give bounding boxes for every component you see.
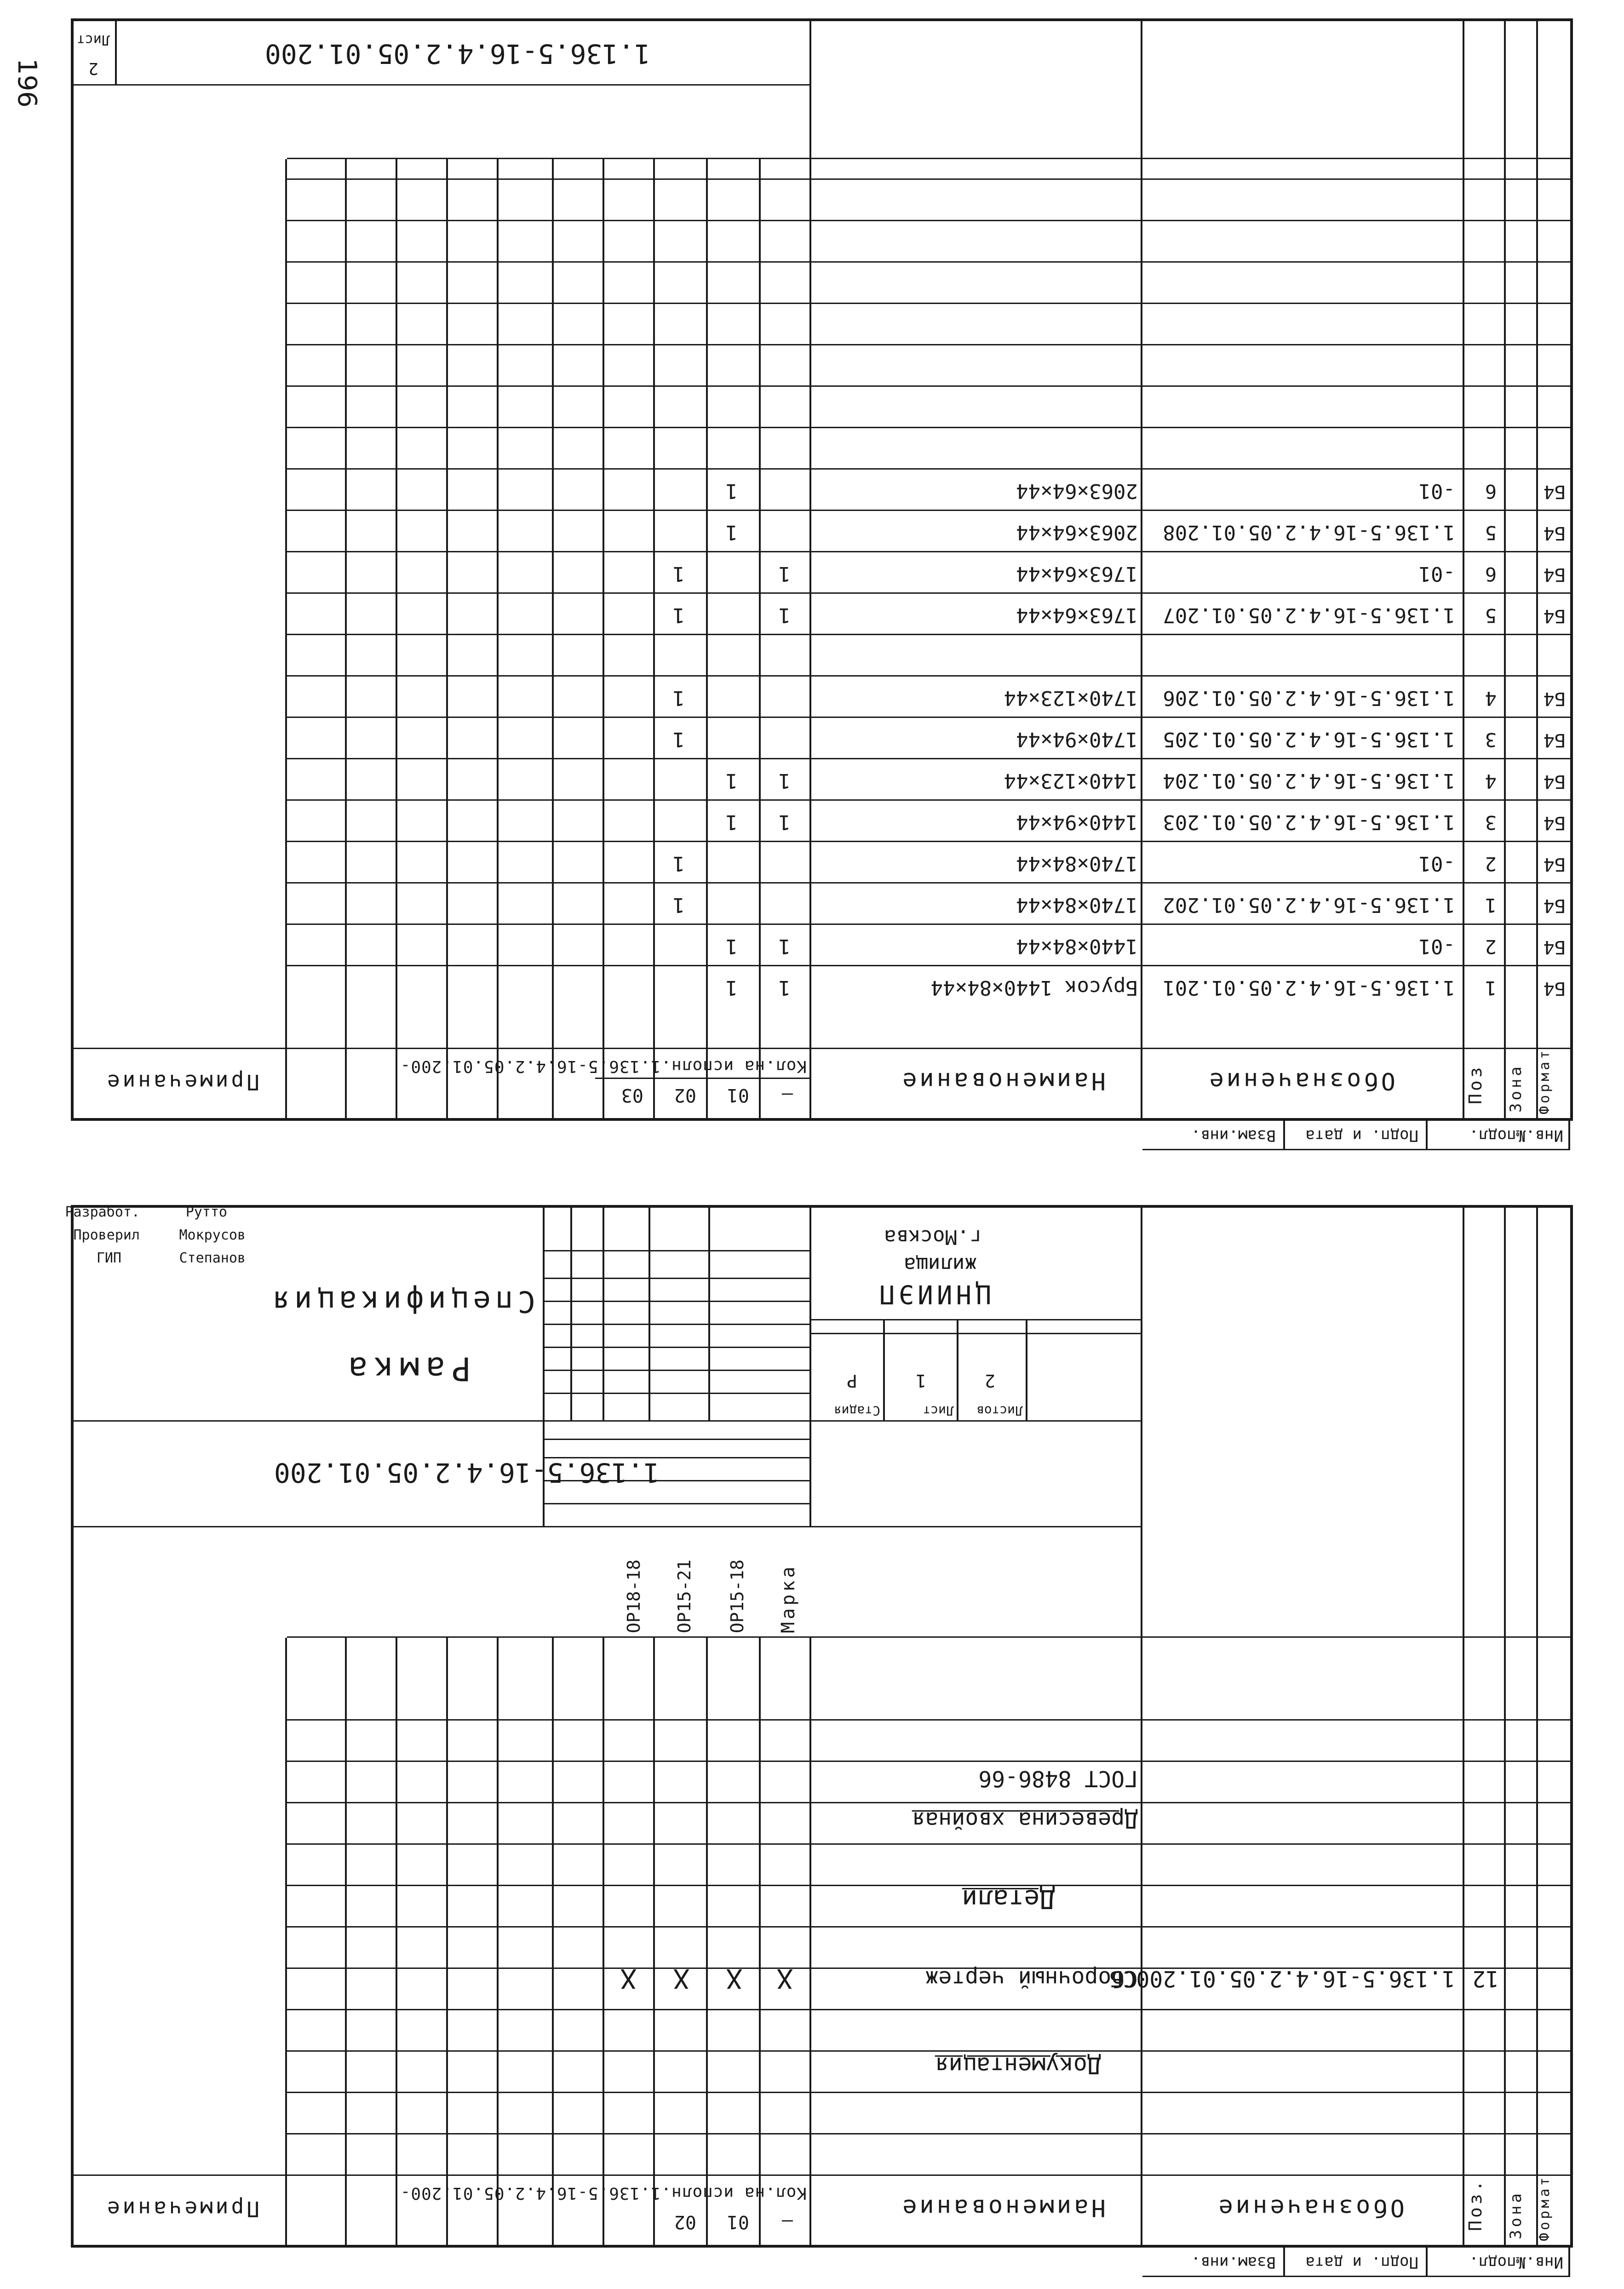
name-header: Наименование [900,2194,1106,2221]
margin-page-number: 196 [12,58,42,108]
row-cell-pos: 3 [1485,811,1497,834]
row-cell-name: 1440×123×44 [1004,769,1138,792]
name-header: Наименование [900,1067,1106,1095]
row-cell-format: Б4 [1543,895,1566,916]
row-cell-format: Б4 [1543,936,1566,958]
zone-header: Зона [1507,2191,1525,2239]
inv-header: Инв.№подл. [1469,1126,1563,1145]
qty-col-header: 01 [727,1084,749,1106]
row-cell-format: Б4 [1543,481,1566,502]
row-cell-name: 1763×64×44 [1016,603,1138,627]
row-cell-pos: 5 [1485,604,1497,627]
qty-col-header: — [781,1084,793,1106]
signer-name: Рутто [185,1204,227,1220]
row-cell-designation: 1.136.5-16.4.2.05.01.205 [1163,728,1455,751]
assembly-designation: 1.136.5-16.4.2.05.01.200СБ [1109,1966,1455,1991]
sheets-value: 2 [985,1371,995,1391]
row-divider [287,303,1570,304]
row-divider [287,799,1570,801]
row-cell-pos: 4 [1485,687,1497,710]
row-cell-designation: -01 [1418,479,1455,503]
row-cell-pos: 6 [1485,480,1497,503]
row-cell-pos: 1 [1485,977,1497,999]
assembly-mark: X [777,1963,793,1994]
qty-col-header: 03 [621,1084,643,1106]
sheet-label: Лист [923,1403,954,1418]
row-divider [287,385,1570,387]
qty-col-header: — [781,2211,793,2232]
row-cell-designation: -01 [1418,562,1455,585]
row-cell-designation: -01 [1418,852,1455,875]
row-cell-format: Б4 [1543,729,1566,751]
role-label: ГИП [96,1250,121,1266]
signer-name: Мокрусов [179,1227,246,1243]
inv-header: Подп. и дата [1305,2253,1418,2272]
row-cell-name: 2063×64×44 [1016,521,1138,544]
row-divider [287,178,1570,180]
assembly-mark: X [673,1963,689,1994]
row-cell-q0: 1 [778,562,791,585]
row-cell-q0: 1 [778,810,791,834]
row-cell-q2: 1 [672,852,685,875]
row-cell-designation: -01 [1418,935,1455,958]
row-cell-q1: 1 [725,479,738,503]
row-cell-format: Б4 [1543,605,1566,626]
row-cell-name: 1740×123×44 [1004,686,1138,710]
row-cell-format: Б4 [1543,978,1566,999]
sheet-value: 1 [916,1371,926,1391]
row-cell-pos: 3 [1485,729,1497,751]
row-cell-designation: 1.136.5-16.4.2.05.01.207 [1163,603,1455,627]
qty-col-header: 02 [674,1084,696,1106]
specification-sheet-2 [71,18,1573,1145]
row-cell-pos: 1 [1485,894,1497,917]
row-cell-name: 1763×64×44 [1016,562,1138,585]
note-header: Примечание [104,1070,259,1095]
inv-header: Инв.№подл. [1469,2253,1563,2272]
zone-header: Зона [1507,1064,1525,1113]
row-cell-q1: 1 [725,935,738,958]
row-cell-q2: 1 [672,562,685,585]
inv-header: Взам.инв. [1191,2253,1276,2272]
doc-code: 1.136.5-16.4.2.05.01.200 [264,38,650,69]
title-block-doc-code: 1.136.5-16.4.2.05.01.200 [274,1457,660,1488]
row-cell-designation: 1.136.5-16.4.2.05.01.204 [1163,769,1455,792]
row-divider [287,592,1570,594]
row-cell-q0: 1 [778,935,791,958]
sheet-number: 2 [88,59,98,78]
sheet-label: Лист [76,32,110,48]
row-cell-pos: 6 [1485,563,1497,585]
row-cell-q1: 1 [725,976,738,999]
row-divider [287,675,1570,677]
row-cell-name: Брусок 1440×84×44 [930,976,1138,999]
qty-col-header: 01 [727,2211,749,2232]
format-header: Формат [1537,1048,1553,1114]
row-cell-name: 1440×84×44 [1016,935,1138,958]
stage-label: Стадия [833,1403,880,1418]
org-line: ЦНИИЭП [875,1279,991,1309]
row-cell-pos: 5 [1485,522,1497,544]
row-cell-q1: 1 [725,810,738,834]
signer-name: Степанов [179,1250,246,1266]
row-divider [287,965,1570,966]
row-cell-q0: 1 [778,769,791,792]
row-cell-q0: 1 [778,976,791,999]
row-divider [287,717,1570,718]
row-divider [287,510,1570,511]
section-documentation: Документация [935,2052,1101,2079]
assembly-name: Сборочный чертеж [925,1966,1138,1991]
row-cell-pos: 2 [1485,853,1497,875]
assembly-mark: X [620,1963,637,1994]
row-divider [287,634,1570,635]
row-divider [287,882,1570,883]
row-cell-format: Б4 [1543,771,1566,792]
section-material: Древесина хвойная [912,1807,1138,1833]
role-label: Разработ. [65,1204,140,1220]
row-divider [287,841,1570,842]
row-cell-pos: 2 [1485,935,1497,958]
designation-header: Обозначение [1206,1067,1395,1095]
row-divider [287,468,1570,470]
inv-header: Взам.инв. [1191,1126,1276,1145]
section-details: Детали [962,1884,1055,1914]
row-cell-name: 2063×64×44 [1016,479,1138,503]
row-cell-designation: 1.136.5-16.4.2.05.01.208 [1163,521,1455,544]
assembly-pos: 12 [1472,1966,1499,1991]
designation-header: Обозначение [1216,2194,1405,2221]
row-cell-designation: 1.136.5-16.4.2.05.01.203 [1163,810,1455,834]
row-cell-format: Б4 [1543,688,1566,709]
org-line: г.Москва [884,1225,981,1249]
row-cell-q1: 1 [725,769,738,792]
role-label: Проверил [73,1227,140,1243]
row-divider [287,427,1570,428]
row-cell-pos: 4 [1485,770,1497,792]
row-cell-name: 1440×94×44 [1016,810,1138,834]
qty-group-header: Кол.на исполн.1.136.5-16.4.2.05.01.200- [400,1057,807,1076]
assembly-mark: X [726,1963,742,1994]
org-line: жилища [904,1253,977,1276]
row-divider [287,220,1570,221]
row-divider [287,261,1570,263]
row-cell-q2: 1 [672,603,685,627]
row-cell-name: 1740×84×44 [1016,852,1138,875]
row-cell-designation: 1.136.5-16.4.2.05.01.202 [1163,893,1455,917]
qty-group-header: Кол.на исполн.1.136.5-16.4.2.05.01.200- [400,2184,807,2203]
stage-value: Р [847,1371,857,1391]
specification-sheet-1 [65,1204,1573,2272]
section-gost: ГОСТ 8486-66 [978,1766,1138,1791]
row-cell-format: Б4 [1543,522,1566,544]
title-block-title: Рамка [342,1350,471,1388]
row-cell-designation: 1.136.5-16.4.2.05.01.206 [1163,686,1455,710]
sheets-label: Листов [976,1403,1023,1418]
row-cell-q1: 1 [725,521,738,544]
inv-header: Подп. и дата [1305,1126,1418,1145]
pos-header: Поз. [1465,2178,1486,2231]
marka-value: ОР15-21 [674,1559,694,1633]
format-header: Формат [1537,2174,1553,2241]
title-block-subtitle: Спецификация [267,1284,535,1318]
row-cell-format: Б4 [1543,854,1566,875]
row-cell-q2: 1 [672,728,685,751]
row-divider [287,344,1570,345]
row-divider [287,551,1570,552]
note-header: Примечание [104,2197,259,2221]
row-cell-q0: 1 [778,603,791,627]
row-cell-designation: 1.136.5-16.4.2.05.01.201 [1163,976,1455,999]
marka-label: Марка [778,1564,799,1633]
qty-col-header: 02 [674,2211,696,2232]
row-cell-q2: 1 [672,893,685,917]
row-cell-format: Б4 [1543,564,1566,585]
row-cell-name: 1740×84×44 [1016,893,1138,917]
marka-value: ОР18-18 [624,1559,644,1633]
row-cell-format: Б4 [1543,812,1566,833]
row-divider [287,758,1570,759]
row-cell-q2: 1 [672,686,685,710]
marka-value: ОР15-18 [727,1559,747,1633]
pos-header: Поз [1465,1064,1486,1104]
row-divider [287,924,1570,925]
row-cell-name: 1740×94×44 [1016,728,1138,751]
